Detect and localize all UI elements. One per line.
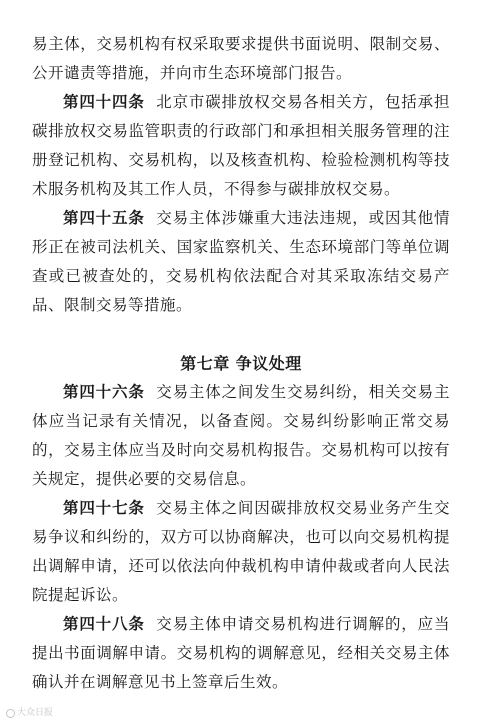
watermark bbox=[6, 707, 53, 719]
article-44 bbox=[32, 88, 450, 204]
continued-paragraph bbox=[32, 30, 450, 88]
article-44-number: 第四十四条 bbox=[63, 93, 145, 111]
article-46-number: 第四十六条 bbox=[63, 383, 145, 401]
article-44-text: 北京市碳排放权交易各相关方，包括承担碳排放权交易监管职责的行政部门和承担相关服务管理的注册登记机构、交易机构，以及核查机构、检验检测机构等技术服务机构及其工作人员，不得参与碳排放权交易。 bbox=[32, 93, 450, 198]
article-45-number: 第四十五条 bbox=[63, 209, 145, 227]
article-47 bbox=[32, 494, 450, 610]
article-48-number: 第四十八条 bbox=[63, 615, 145, 633]
article-48 bbox=[32, 610, 450, 697]
article-45-text: 交易主体涉嫌重大违法违规，或因其他情形正在被司法机关、国家监察机关、生态环境部门等单位调查或已被查处的，交易机构依法配合对其采取冻结交易产品、限制交易等措施。 bbox=[32, 209, 450, 314]
article-48-text: 交易主体申请交易机构进行调解的，应当提出书面调解申请。交易机构的调解意见，经相关交易主体确认并在调解意见书上签章后生效。 bbox=[32, 615, 450, 691]
article-47-number: 第四十七条 bbox=[63, 499, 145, 517]
continued-text: 易主体，交易机构有权采取要求提供书面说明、限制交易、公开谴责等措施，并向市生态环境部门报告。 bbox=[32, 35, 450, 82]
chapter-title: 第七章 争议处理 bbox=[180, 354, 302, 373]
watermark-text: 大众日报 bbox=[17, 708, 54, 718]
article-45 bbox=[32, 204, 450, 320]
watermark-logo-icon bbox=[6, 709, 15, 718]
article-47-text: 交易主体之间因碳排放权交易业务产生交易争议和纠纷的，双方可以协商解决，也可以向交易机构提出调解申请，还可以依法向仲裁机构申请仲裁或者向人民法院提起诉讼。 bbox=[32, 499, 450, 604]
article-46 bbox=[32, 378, 450, 494]
article-46-text: 交易主体之间发生交易纠纷，相关交易主体应当记录有关情况，以备查阅。交易纠纷影响正常交易的，交易主体应当及时向交易机构报告。交易机构可以按有关规定，提供必要的交易信息。 bbox=[32, 383, 450, 488]
